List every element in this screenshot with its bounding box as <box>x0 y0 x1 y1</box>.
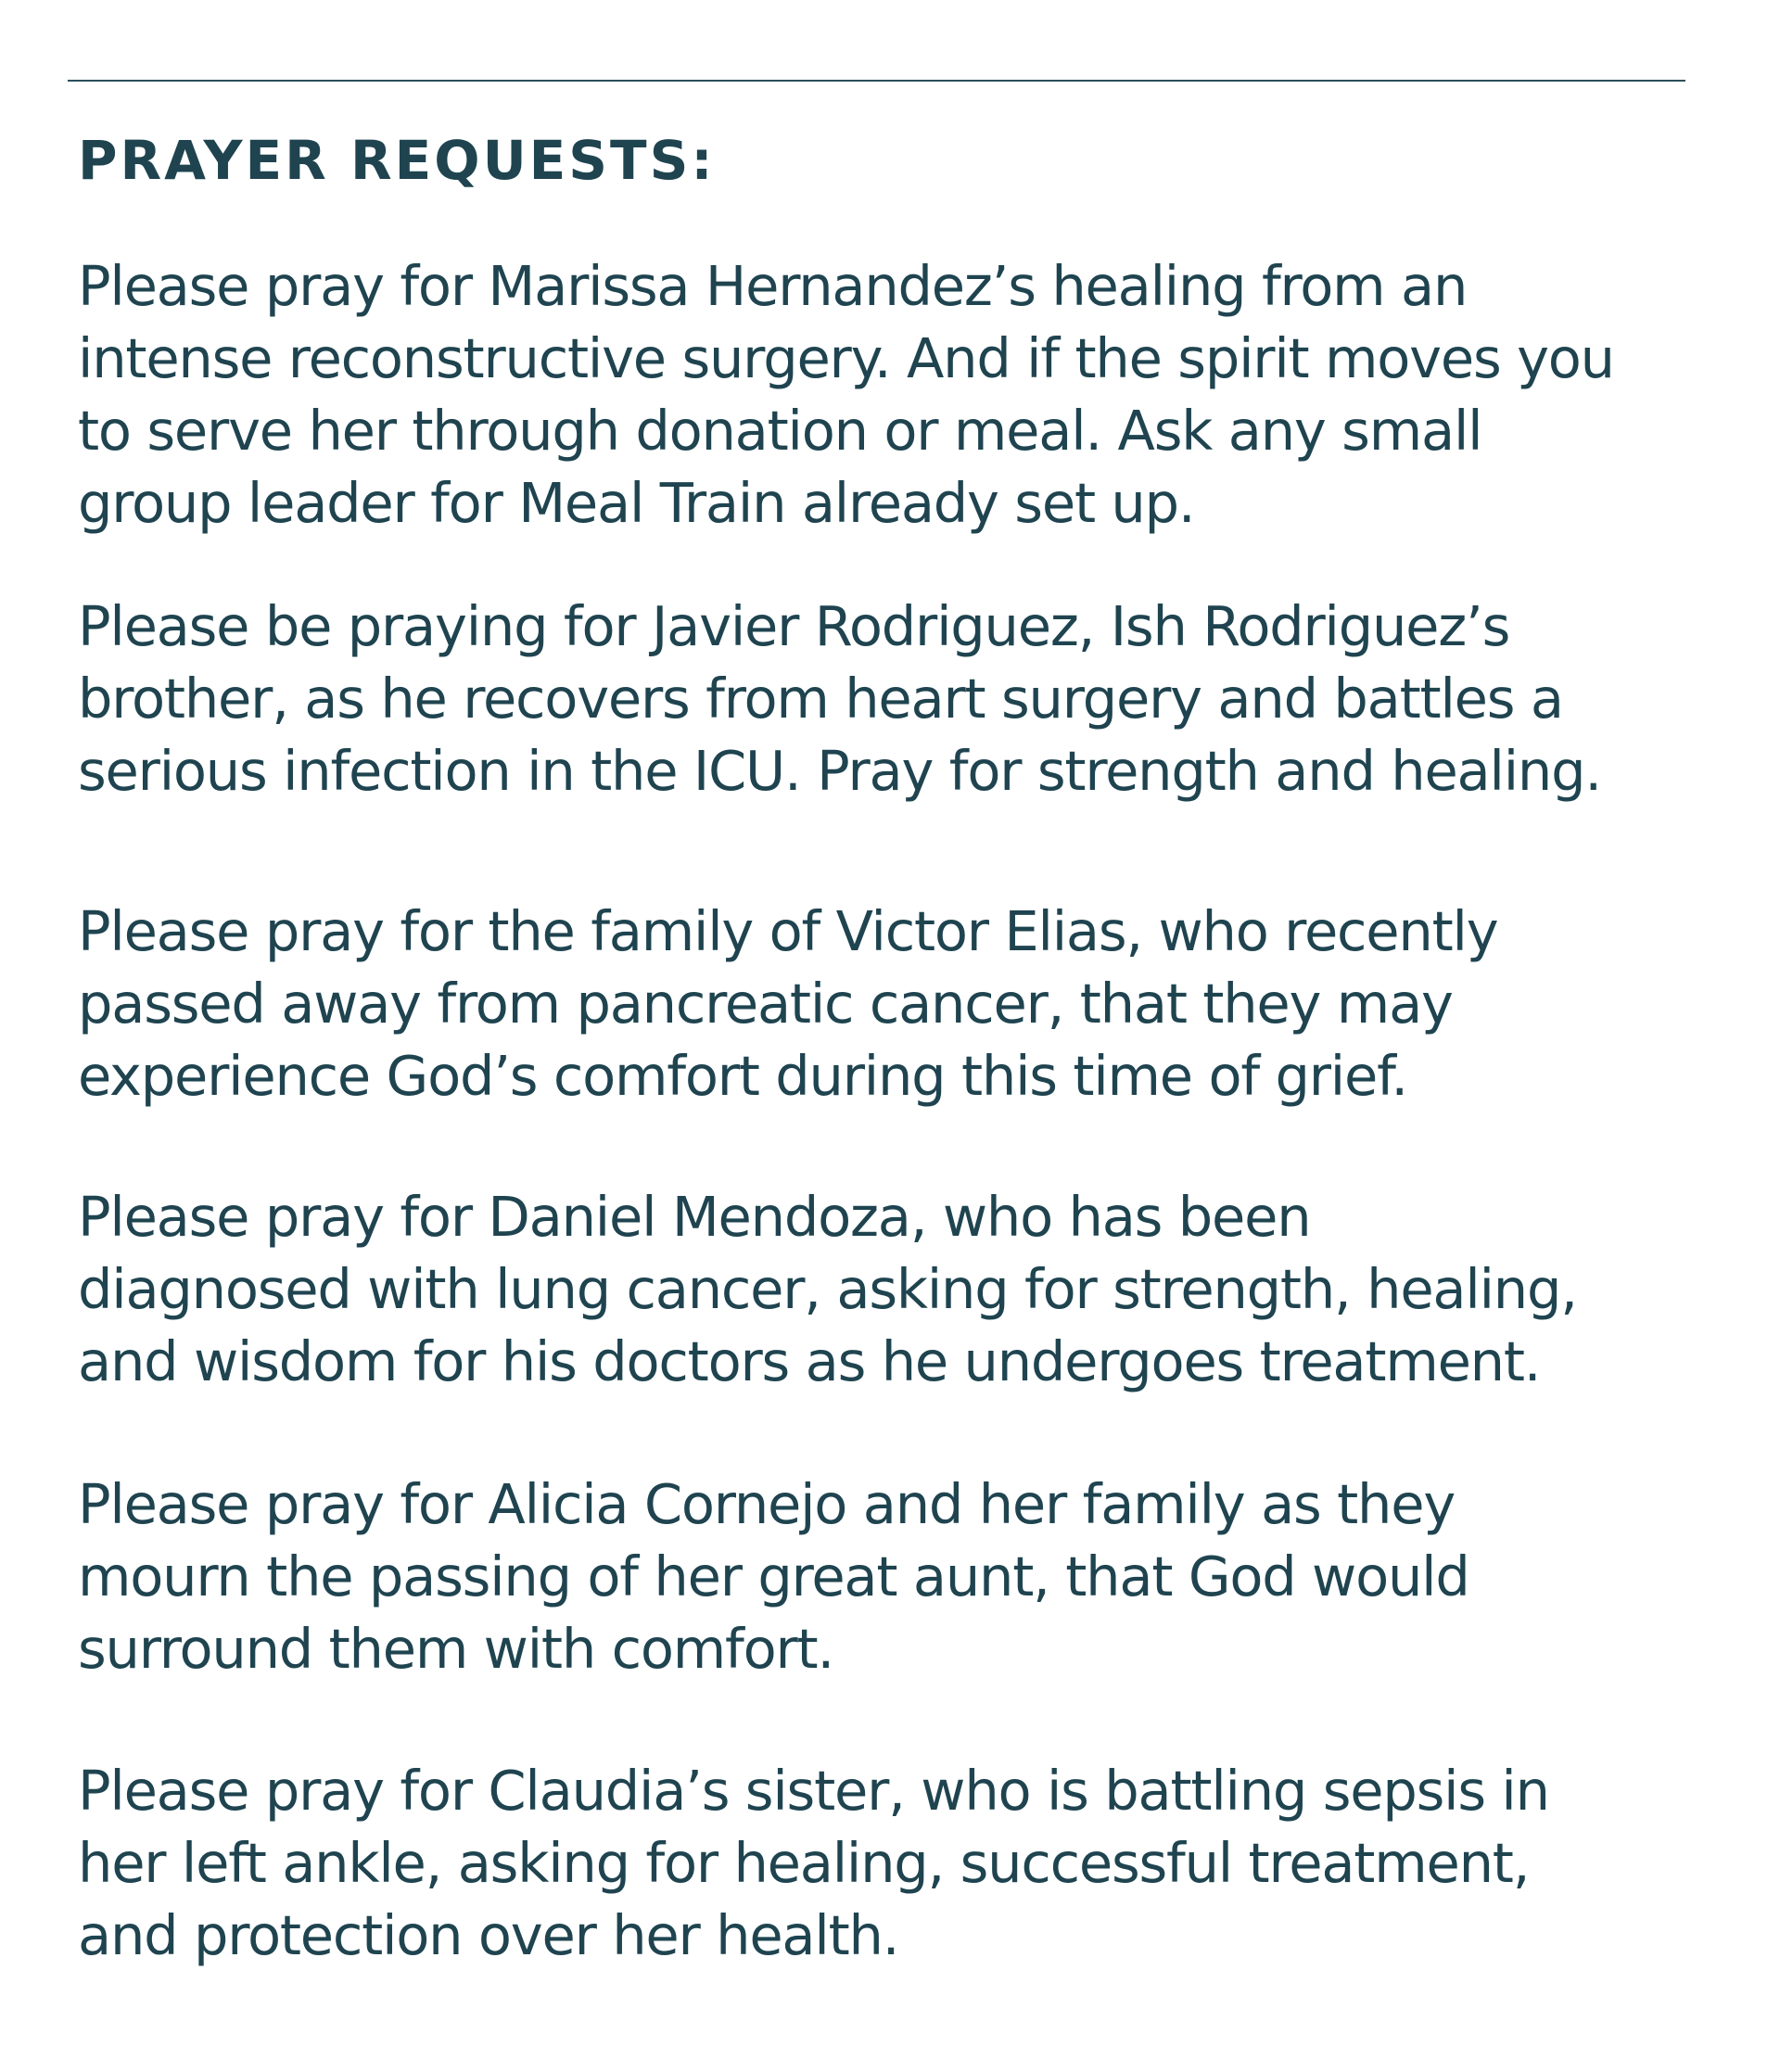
prayer-request-item: Please pray for the family of Victor Elias, who recently passed away from pancreatic cancer, that they may experience God’s comfort during this time of grief. <box>78 899 1498 1108</box>
prayer-request-item: Please pray for Marissa Hernandez’s healing from an intense reconstructive surgery. And if the spirit moves you to serve her through donation or meal. Ask any small group leader for Meal Train already set up. <box>78 254 1614 535</box>
prayer-requests-heading: PRAYER REQUESTS: <box>78 129 716 192</box>
prayer-request-item: Please pray for Daniel Mendoza, who has been diagnosed with lung cancer, asking for strength, healing, and wisdom for his doctors as he undergoes treatment. <box>78 1185 1577 1393</box>
top-divider <box>68 80 1685 82</box>
prayer-request-item: Please pray for Alicia Cornejo and her family as they mourn the passing of her great aunt, that God would surround them with comfort. <box>78 1472 1469 1681</box>
prayer-request-item: Please be praying for Javier Rodriguez, Ish Rodriguez’s brother, as he recovers from heart surgery and battles a serious infection in the ICU. Pray for strength and healing. <box>78 594 1601 803</box>
prayer-request-item: Please pray for Claudia’s sister, who is battling sepsis in her left ankle, asking for healing, successful treatment, and protection over her health. <box>78 1759 1549 1967</box>
